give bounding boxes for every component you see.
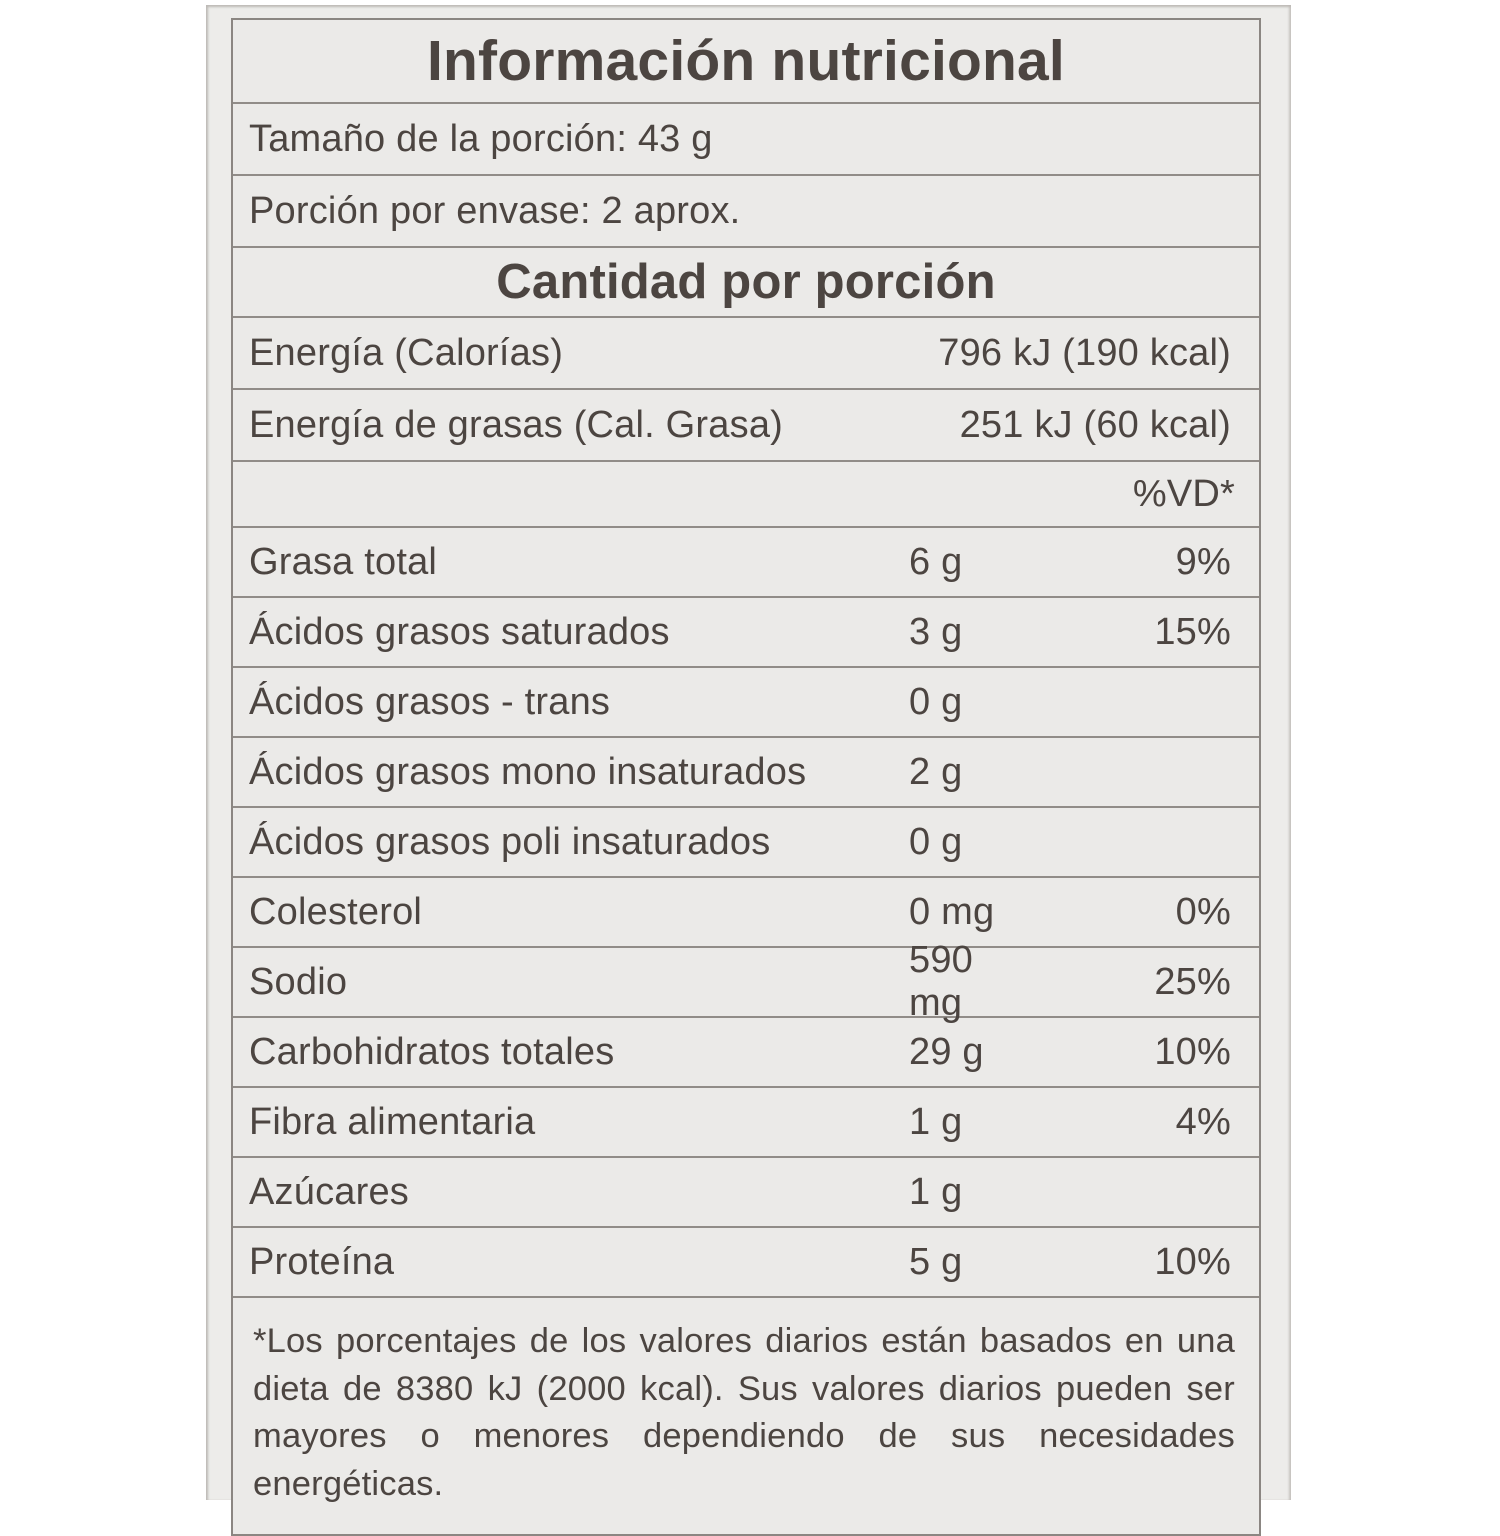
energy-value: 796 kJ (190 kcal)	[938, 331, 1231, 374]
nutrient-row-protein	[233, 1226, 1259, 1296]
nutrient-row-total-fat	[233, 526, 1259, 596]
nutrient-amount: 0 mg	[909, 890, 995, 933]
nutrient-row-total-carbohydrate	[233, 1016, 1259, 1086]
nutrition-label	[206, 5, 1291, 1503]
nutrient-amount: 0 g	[909, 820, 963, 863]
nutrient-amount: 3 g	[909, 610, 963, 653]
nutrient-name: Fibra alimentaria	[249, 1100, 536, 1143]
serving-size-row	[233, 102, 1259, 174]
nutrient-dv: 10%	[1154, 1240, 1231, 1283]
nutrient-row-cholesterol	[233, 876, 1259, 946]
servings-per-container-text: Porción por envase: 2 aprox.	[249, 189, 741, 232]
nutrient-dv: 4%	[1175, 1100, 1231, 1143]
daily-value-header-row	[233, 460, 1259, 526]
nutrient-dv: 0%	[1175, 890, 1231, 933]
amount-per-serving-text: Cantidad por porción	[496, 255, 996, 309]
label-title	[233, 20, 1259, 102]
energy-name: Energía (Calorías)	[249, 331, 564, 374]
nutrient-amount: 0 g	[909, 680, 963, 723]
nutrient-name: Colesterol	[249, 890, 423, 933]
nutrient-amount: 590 mg	[909, 939, 974, 1024]
nutrition-table	[231, 18, 1261, 1536]
daily-value-footnote-text: *Los porcentajes de los valores diarios están basados en una dieta de 8380 kJ (2000 kcal). Sus valores diarios pueden ser mayores o menores dependiendo de sus necesidades energéticas.	[253, 1322, 1235, 1503]
energy-row	[233, 316, 1259, 388]
nutrient-name: Azúcares	[249, 1170, 410, 1213]
nutrient-name: Ácidos grasos - trans	[249, 680, 611, 723]
serving-size-text: Tamaño de la porción: 43 g	[249, 117, 713, 160]
nutrient-row-dietary-fiber	[233, 1086, 1259, 1156]
nutrient-row-saturated-fat	[233, 596, 1259, 666]
nutrient-name: Grasa total	[249, 540, 438, 583]
daily-value-header-text: %VD*	[1132, 472, 1235, 515]
nutrient-amount: 6 g	[909, 540, 963, 583]
daily-value-footnote	[233, 1296, 1259, 1534]
nutrient-dv: 15%	[1154, 610, 1231, 653]
nutrient-row-sugars	[233, 1156, 1259, 1226]
servings-per-container-row	[233, 174, 1259, 246]
nutrient-name: Sodio	[249, 960, 348, 1003]
nutrient-name: Ácidos grasos mono insaturados	[249, 750, 807, 793]
nutrient-row-polyunsaturated-fat	[233, 806, 1259, 876]
nutrient-amount: 2 g	[909, 750, 963, 793]
nutrient-dv: 25%	[1154, 960, 1231, 1003]
nutrient-dv: 9%	[1175, 540, 1231, 583]
nutrient-row-sodium	[233, 939, 1259, 1024]
nutrient-amount: 5 g	[909, 1240, 963, 1283]
nutrient-row-monounsaturated-fat	[233, 736, 1259, 806]
nutrient-name: Proteína	[249, 1240, 395, 1283]
nutrient-dv: 10%	[1154, 1030, 1231, 1073]
energy-fat-row	[233, 388, 1259, 460]
amount-per-serving-header	[233, 246, 1259, 316]
nutrient-amount: 29 g	[909, 1030, 984, 1073]
nutrient-name: Ácidos grasos poli insaturados	[249, 820, 771, 863]
energy-fat-value: 251 kJ (60 kcal)	[959, 403, 1231, 446]
nutrient-row-trans-fat	[233, 666, 1259, 736]
nutrient-amount: 1 g	[909, 1100, 963, 1143]
nutrient-name: Carbohidratos totales	[249, 1030, 615, 1073]
energy-fat-name: Energía de grasas (Cal. Grasa)	[249, 403, 784, 446]
nutrient-name: Ácidos grasos saturados	[249, 610, 670, 653]
nutrient-amount: 1 g	[909, 1170, 963, 1213]
label-title-text: Información nutricional	[427, 29, 1065, 93]
